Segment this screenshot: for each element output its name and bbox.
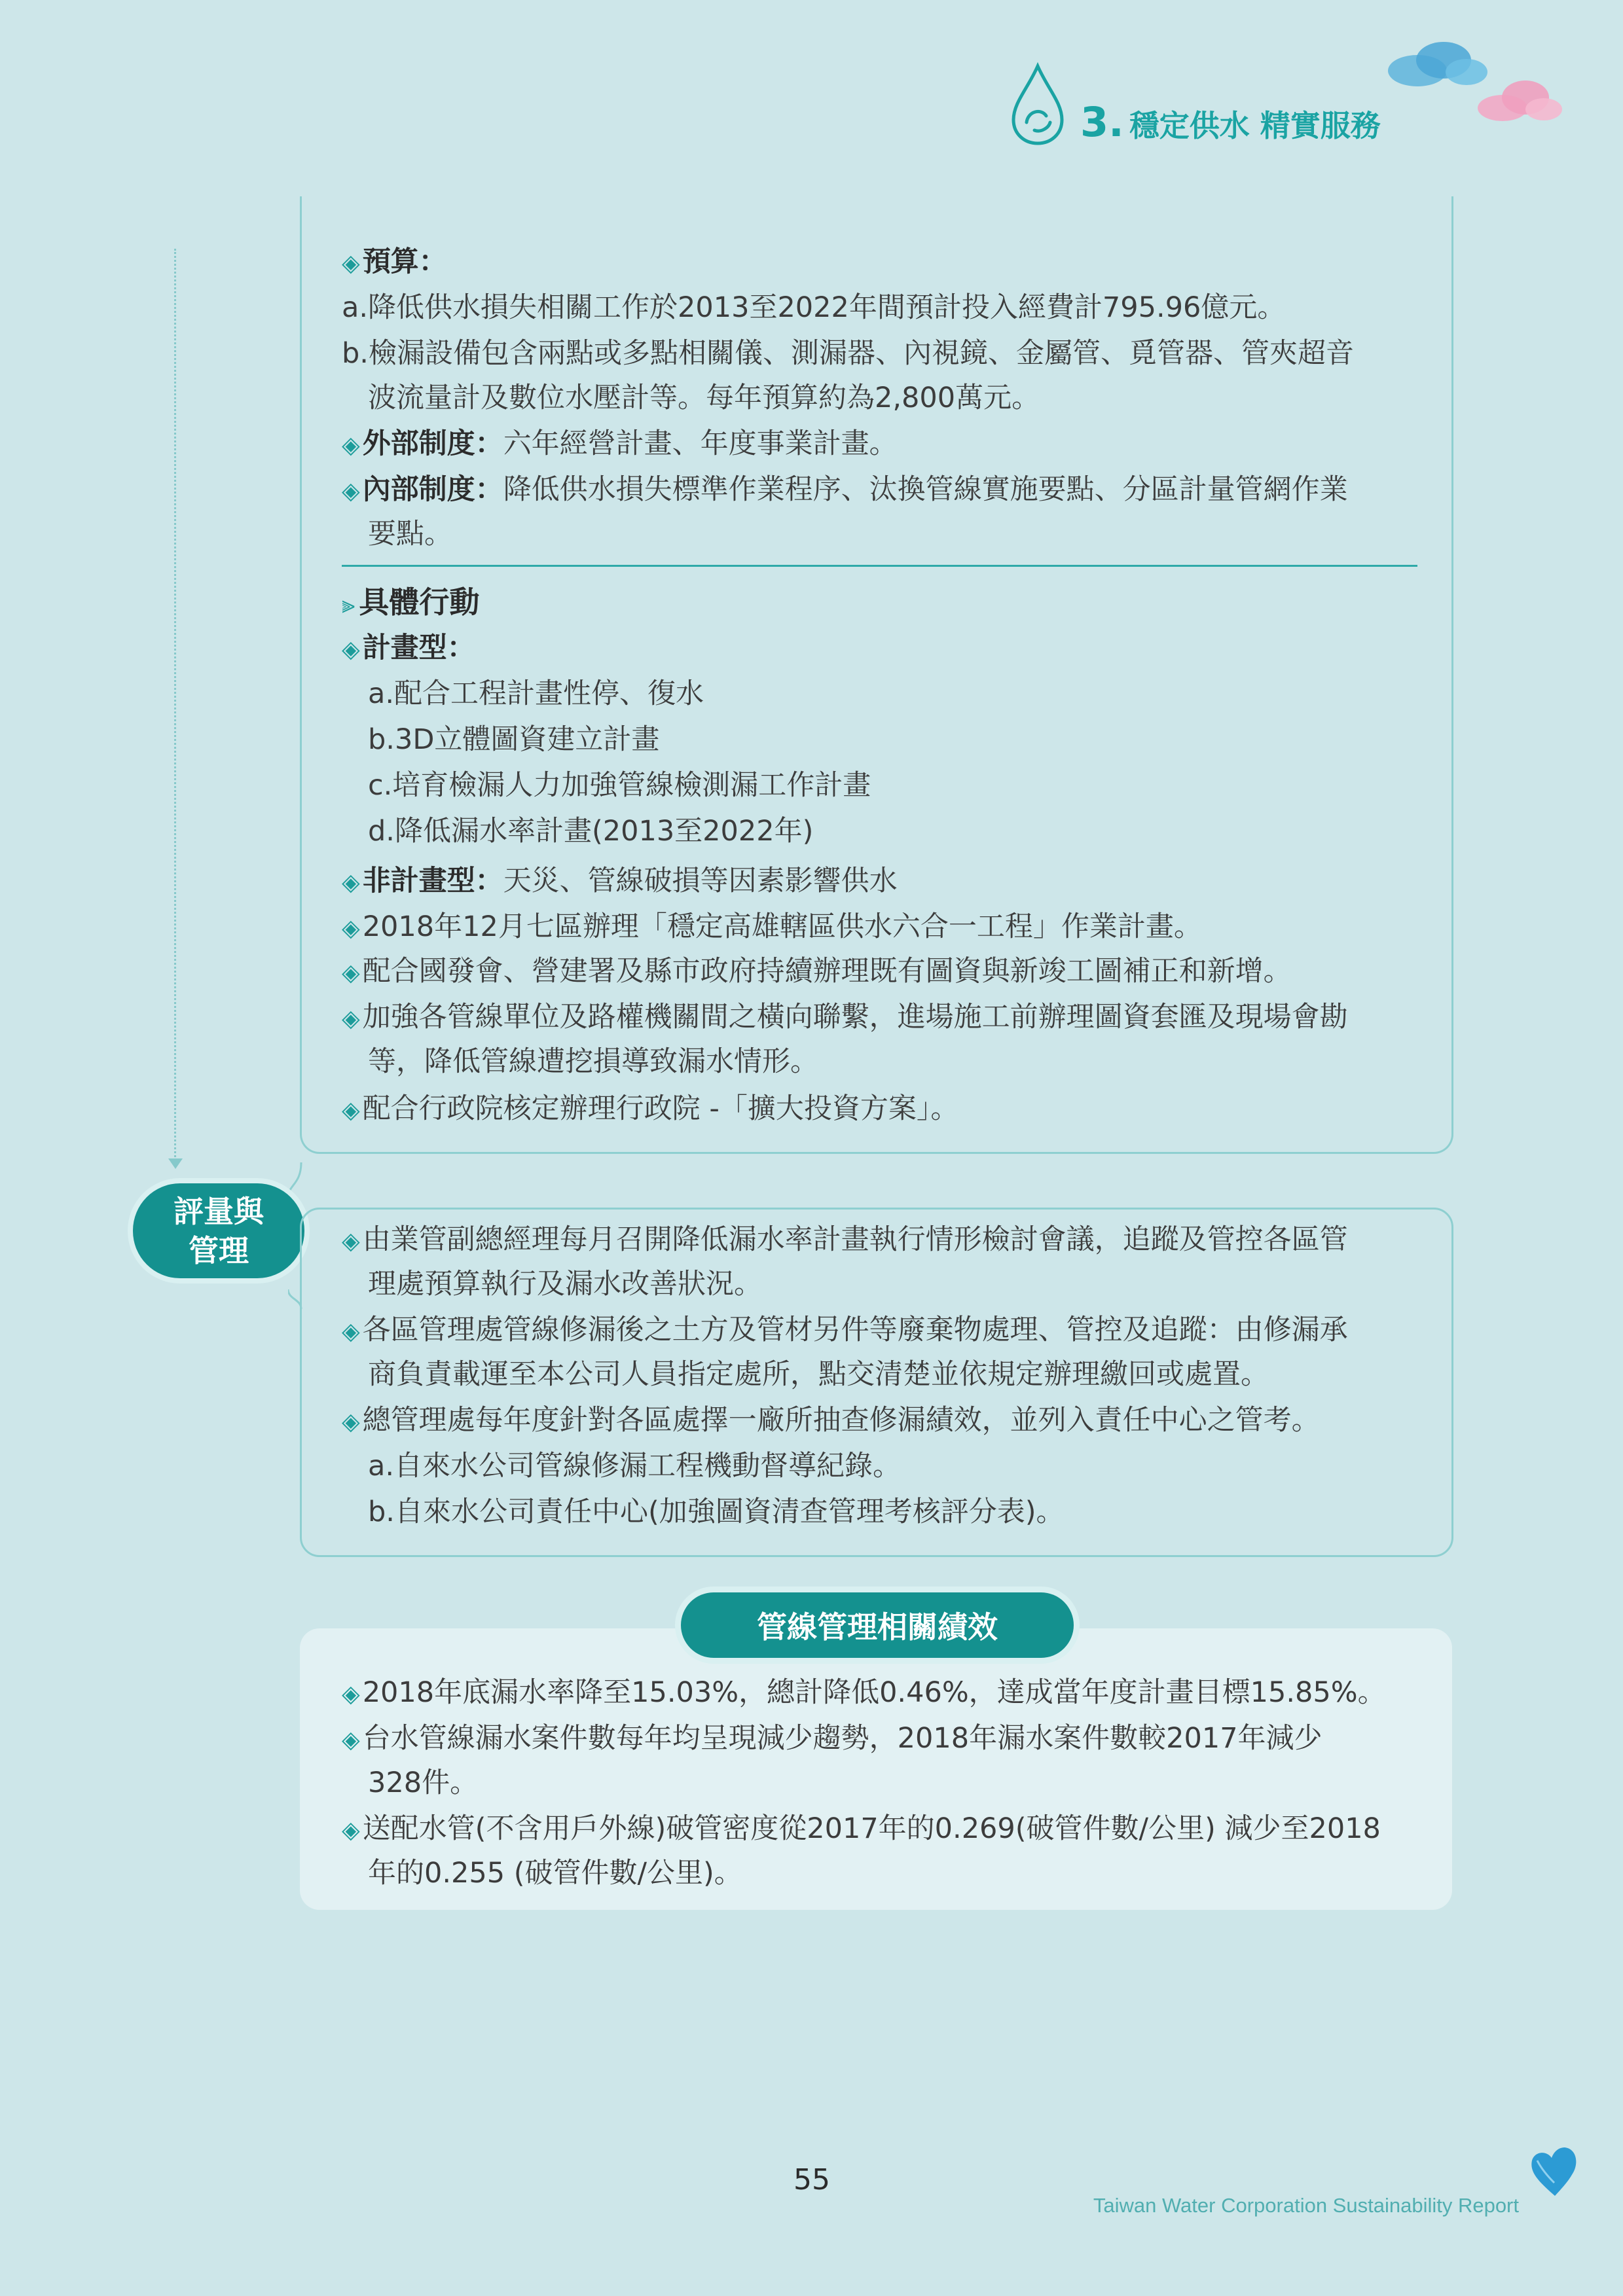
action-item: ◈2018年12月七區辦理「穩定高雄轄區供水六合一工程」作業計畫。	[342, 910, 1202, 943]
performance-item: ◈送配水管(不含用戶外線)破管密度從2017年的0.269(破管件數/公里) 減少至2018	[342, 1812, 1381, 1845]
diamond-bullet-icon: ◈	[342, 1005, 360, 1032]
action-item: ◈加強各管線單位及路權機關間之橫向聯繫，進場施工前辦理圖資套匯及現場會勘	[342, 1001, 1348, 1033]
evaluation-item-cont: 商負責載運至本公司人員指定處所，點交清楚並依規定辦理繳回或處置。	[368, 1358, 1269, 1391]
heart-icon	[1525, 2144, 1584, 2202]
evaluation-item: ◈各區管理處管線修漏後之土方及管材另件等廢棄物處理、管控及追蹤：由修漏承	[342, 1314, 1348, 1346]
diamond-bullet-icon: ◈	[342, 432, 360, 459]
evaluation-item: ◈由業管副總經理每月召開降低漏水率計畫執行情形檢討會議，追蹤及管控各區管	[342, 1223, 1348, 1256]
page-number: 55	[793, 2163, 830, 2197]
internal-system-cont: 要點。	[368, 518, 452, 550]
diamond-bullet-icon: ◈	[342, 250, 360, 277]
budget-heading: ◈預算：	[342, 245, 447, 278]
plan-item-c: c.培育檢漏人力加強管線檢測漏工作計畫	[368, 769, 871, 802]
diamond-bullet-icon: ◈	[342, 1097, 360, 1124]
chapter-heading	[1080, 98, 1381, 157]
evaluation-subitem-a: a.自來水公司管線修漏工程機動督導紀錄。	[368, 1450, 902, 1482]
action-heading: ⫸ 具體行動	[342, 584, 480, 620]
diamond-bullet-icon: ◈	[342, 1318, 360, 1345]
diamond-bullet-icon: ◈	[342, 1817, 360, 1844]
plan-item-b: b.3D立體圖資建立計畫	[368, 723, 660, 756]
diamond-bullet-icon: ◈	[342, 1408, 360, 1435]
diamond-bullet-icon: ◈	[342, 478, 360, 505]
report-name: Taiwan Water Corporation Sustainability Report	[1093, 2194, 1519, 2217]
performance-item: ◈2018年底漏水率降至15.03%，總計降低0.46%，達成當年度計畫目標15.85%。	[342, 1676, 1386, 1709]
budget-item-b: b.檢漏設備包含兩點或多點相關儀、測漏器、內視鏡、金屬管、覓管器、管夾超音	[342, 337, 1354, 370]
diamond-bullet-icon: ◈	[342, 960, 360, 986]
performance-item-cont: 年的0.255 (破管件數/公里)。	[368, 1857, 742, 1890]
evaluation-item-cont: 理處預算執行及漏水改善狀況。	[368, 1268, 762, 1300]
pink-cloud-icon	[1473, 75, 1565, 128]
nonplan-type: ◈非計畫型：天災、管線破損等因素影響供水	[342, 865, 898, 897]
chapter-title: 穩定供水 精實服務	[1129, 108, 1381, 143]
plan-item-a: a.配合工程計畫性停、復水	[368, 677, 704, 710]
external-system: ◈外部制度：六年經營計畫、年度事業計畫。	[342, 427, 898, 460]
diamond-bullet-icon: ◈	[342, 1228, 360, 1255]
plan-item-d: d.降低漏水率計畫(2013至2022年)	[368, 815, 814, 848]
section-divider	[342, 565, 1417, 567]
diamond-bullet-icon: ◈	[342, 1727, 360, 1753]
diamond-bullet-icon: ◈	[342, 636, 360, 663]
flow-arrow-icon	[168, 1158, 183, 1169]
action-item: ◈配合國發會、營建署及縣市政府持續辦理既有圖資與新竣工圖補正和新增。	[342, 955, 1292, 988]
water-drop-icon	[1008, 62, 1067, 147]
chapter-number: 3.	[1080, 98, 1124, 146]
budget-item-b-cont: 波流量計及數位水壓計等。每年預算約為2,800萬元。	[368, 382, 1040, 414]
diamond-bullet-icon: ◈	[342, 869, 360, 896]
budget-item-a: a.降低供水損失相關工作於2013至2022年間預計投入經費計795.96億元。	[342, 291, 1286, 324]
diamond-bullet-icon: ◈	[342, 1681, 360, 1708]
flow-dotted-line	[174, 249, 176, 1165]
internal-system: ◈內部制度：降低供水損失標準作業程序、汰換管線實施要點、分區計量管網作業	[342, 473, 1348, 506]
performance-item: ◈台水管線漏水案件數每年均呈現減少趨勢，2018年漏水案件數較2017年減少	[342, 1722, 1322, 1755]
evaluation-subitem-b: b.自來水公司責任中心(加強圖資清查管理考核評分表)。	[368, 1496, 1065, 1528]
plan-type-heading: ◈計畫型：	[342, 632, 475, 664]
performance-title: 管線管理相關績效	[681, 1592, 1074, 1658]
diamond-bullet-icon: ◈	[342, 915, 360, 942]
action-item: ◈配合行政院核定辦理行政院 -「擴大投資方案」。	[342, 1092, 959, 1125]
triangle-bullet-icon: ⫸	[342, 592, 356, 619]
evaluation-label: 評量與 管理	[133, 1183, 304, 1278]
action-item-cont: 等，降低管線遭挖損導致漏水情形。	[368, 1045, 818, 1078]
performance-item-cont: 328件。	[368, 1767, 479, 1799]
evaluation-item: ◈總管理處每年度針對各區處擇一廠所抽查修漏績效，並列入責任中心之管考。	[342, 1404, 1320, 1437]
